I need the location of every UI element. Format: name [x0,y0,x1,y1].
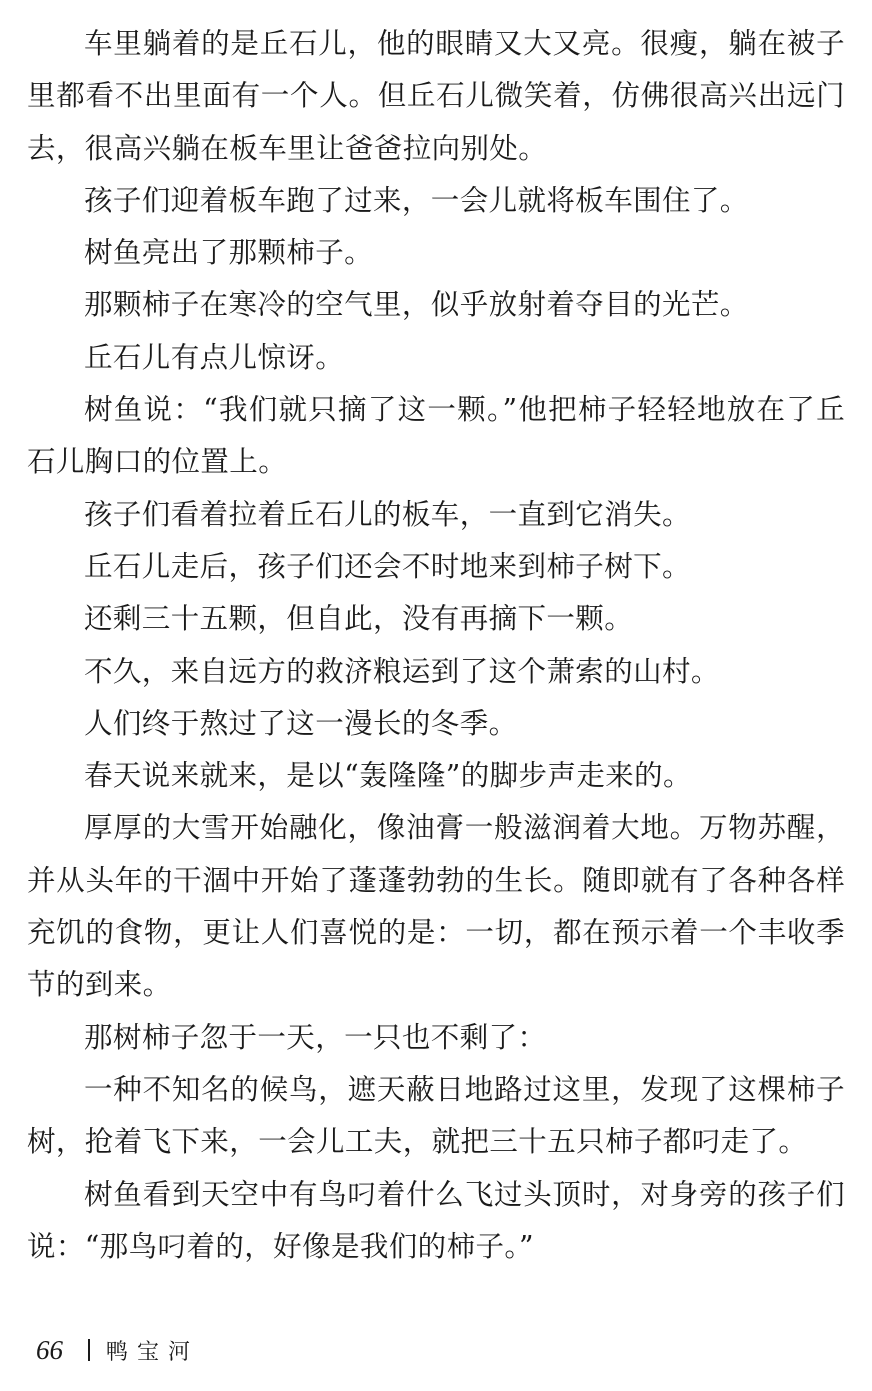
page-footer [36,1330,199,1370]
paragraph: 那树柿子忽于一天，一只也不剩了： [84,1020,547,1054]
paragraph: 孩子们看着拉着丘石儿的板车，一直到它消失。 [84,497,691,531]
paragraph: 那颗柿子在寒冷的空气里，似乎放射着夺目的光芒。 [84,288,749,322]
paragraph: 丘石儿走后，孩子们还会不时地来到柿子树下。 [84,549,691,583]
paragraph: 厚厚的大雪开始融化，像油膏一般滋润着大地。万物苏醒，并从头年的干涸中开始了蓬蓬勃勃的生长。随即就有了各种各样充饥的食物，更让人们喜悦的是：一切，都在预示着一个丰收季节的到来。 [27,811,845,1002]
text-body [27,18,845,1273]
paragraph: 孩子们迎着板车跑了过来，一会儿就将板车围住了。 [84,183,749,217]
paragraph: 丘石儿有点儿惊讶。 [84,340,345,374]
paragraph: 树鱼说：“我们就只摘了这一颗。”他把柿子轻轻地放在了丘石儿胸口的位置上。 [27,393,845,479]
page-number: 66 [36,1334,63,1365]
paragraph: 人们终于熬过了这一漫长的冬季。 [84,706,518,740]
paragraph: 不久，来自远方的救济粮运到了这个萧索的山村。 [84,654,720,688]
paragraph: 树鱼亮出了那颗柿子。 [84,236,374,270]
paragraph: 一种不知名的候鸟，遮天蔽日地路过这里，发现了这棵柿子树，抢着飞下来，一会儿工夫，就把三十五只柿子都叼走了。 [27,1072,845,1159]
paragraph: 树鱼看到天空中有鸟叼着什么飞过头顶时，对身旁的孩子们说：“那鸟叼着的，好像是我们的柿子。” [27,1177,845,1263]
book-title: 鸭宝河 [106,1339,200,1365]
footer-divider [88,1339,90,1361]
paragraph: 春天说来就来，是以“轰隆隆”的脚步声走来的。 [84,759,692,793]
paragraph: 车里躺着的是丘石儿，他的眼睛又大又亮。很瘦，躺在被子里都看不出里面有一个人。但丘石儿微笑着，仿佛很高兴出远门去，很高兴躺在板车里让爸爸拉向别处。 [27,27,845,165]
paragraph: 还剩三十五颗，但自此，没有再摘下一颗。 [84,602,634,636]
